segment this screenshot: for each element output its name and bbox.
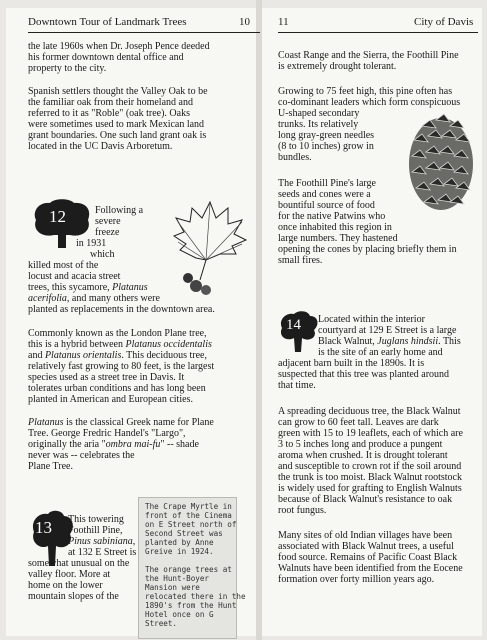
text-line: can grow to 60 feet tall. Leaves are dark (278, 417, 439, 428)
text-line: because of Black Walnut's resistance to oak (278, 494, 453, 505)
right-header-rule (278, 32, 478, 33)
text-line: bundles. (278, 152, 312, 163)
entry-number-12: 12 (49, 207, 66, 226)
text-line: killed most of the (28, 260, 99, 271)
text-line: originally the aria "ombra mai-fu" -- shade (28, 439, 199, 450)
text-line: is the site of an early home and (318, 347, 443, 358)
text-line: co-dominant leaders which form conspicuous (278, 97, 461, 108)
text-line: severe (95, 216, 121, 227)
text-line: property to the city. (28, 63, 107, 74)
left-header-title: Downtown Tour of Landmark Trees (28, 16, 187, 28)
text-line: in 1931 (76, 238, 107, 249)
text-line: acerifolia, and many others were (28, 293, 160, 304)
sidebar-line: Greive in 1924. (145, 547, 214, 556)
text-line: U-shaped secondary (278, 108, 360, 119)
text-line: this is a hybrid between Platanus occidentalis (28, 339, 212, 350)
text-line: Black Walnut, Juglans hindsii. This (318, 336, 461, 347)
text-line: Platanus is the classical Greek name for Plane (28, 417, 214, 428)
text-line: planted as replacements in the downtown area. (28, 304, 215, 315)
text-line: Spanish settlers thought the Valley Oak to be (28, 86, 208, 97)
text-line: planted in American and European cities. (28, 394, 193, 405)
text-line: and susceptible to crown rot if the soil around (278, 461, 462, 472)
text-line: aroma when crushed. It is drought tolerant (278, 450, 448, 461)
text-line: Pinus sabiniana, (68, 536, 136, 547)
right-page (262, 8, 482, 636)
text-line: relatively fast growing to 80 feet, is the largest (28, 361, 215, 372)
text-line: the familiar oak from their homeland and (28, 97, 193, 108)
sidebar-line: Hotel once on G (145, 610, 214, 619)
text-line: green with 15 to 19 leaflets, each of which are (278, 428, 463, 439)
text-line: small fires. (278, 255, 323, 266)
entry-number-14: 14 (286, 317, 301, 333)
text-line: the trunk is too moist. Black Walnut rootstock (278, 472, 462, 483)
text-line: adjacent barn built in the 1890s. It is (278, 358, 425, 369)
text-line: locust and acacia street (28, 271, 121, 282)
pine-cone-icon (402, 108, 480, 223)
text-line: his former downtown dental office and (28, 52, 184, 63)
text-line: (8 to 10 inches) grow in (278, 141, 374, 152)
text-line: Foothill Pine, (68, 525, 123, 536)
left-page (6, 8, 256, 636)
text-line: at 132 E Street is (68, 547, 137, 558)
text-line: referred to it as "Roble" (oak tree). Oaks (28, 108, 190, 119)
left-header-rule (28, 32, 260, 33)
text-line: which (90, 249, 115, 260)
sidebar-box (138, 497, 246, 639)
text-line: courtyard at 129 E Street is a large (318, 325, 457, 336)
sidebar-line: relocated there in the (145, 592, 246, 601)
text-line: mountain slopes of the (28, 591, 119, 602)
text-line: The Foothill Pine's large (278, 178, 376, 189)
sidebar-line: on E Street north of (145, 520, 237, 529)
text-line: and Platanus orientalis. This deciduous tree, (28, 350, 207, 361)
text-line: home on the lower (28, 580, 103, 591)
text-line: large numbers. They hastened (278, 233, 398, 244)
sidebar-line: the Hunt-Boyer (145, 574, 210, 583)
text-line: that time. (278, 380, 316, 391)
text-line: somewhat unusual on the (28, 558, 130, 569)
sidebar-line: Street. (145, 619, 178, 628)
sidebar-line: front of the Cinema (145, 511, 232, 520)
text-line: Following a (95, 205, 144, 216)
text-line: species used as a street tree in Davis. It (28, 372, 185, 383)
text-line: food source. Remains of Pacific Coast Black (278, 552, 458, 563)
text-line: Growing to 75 feet high, this pine often has (278, 86, 453, 97)
text-line: long gray-green needles (278, 130, 375, 141)
text-line: This towering (68, 514, 124, 525)
text-line: once inhabited this region in (278, 222, 392, 233)
text-line: for the native Patwins who (278, 211, 386, 222)
text-line: trees, this sycamore, Platanus (28, 282, 148, 293)
text-line: Located within the interior (318, 314, 425, 325)
right-header-title: City of Davis (414, 16, 474, 28)
text-line: never was -- celebrates the (28, 450, 135, 461)
text-line: A spreading deciduous tree, the Black Walnut (278, 406, 461, 417)
text-line: Coast Range and the Sierra, the Foothill Pine (278, 50, 459, 61)
left-page-number: 10 (239, 16, 250, 28)
text-line: grant boundaries. One such land grant oak is (28, 130, 207, 141)
entry-number-13: 13 (35, 518, 52, 537)
text-line: tolerates urban conditions and has long been (28, 383, 206, 394)
text-line: suspected that this tree was planted around (278, 369, 450, 380)
text-line: is widely used for grafting to English Walnuts (278, 483, 462, 494)
text-line: the late 1960s when Dr. Joseph Pence deeded (28, 41, 210, 52)
text-line: were sometimes used to mark Mexican land (28, 119, 205, 130)
sidebar-line: 1890's from the Hunt (145, 601, 237, 610)
text-line: freeze (95, 227, 120, 238)
text-line: bountiful source of food (278, 200, 375, 211)
sidebar-line: Second Street was (145, 529, 223, 538)
sidebar-line: Mansion were (145, 583, 200, 592)
text-line: Commonly known as the London Plane tree, (28, 328, 207, 339)
text-line: associated with Black Walnut trees, a useful (278, 541, 454, 552)
text-line: is extremely drought tolerant. (278, 61, 397, 72)
right-page-number: 11 (278, 16, 289, 28)
sycamore-leaf-icon (166, 198, 248, 303)
text-line: valley floor. More at (28, 569, 111, 580)
sidebar-line: planted by Anne (145, 538, 214, 547)
text-line: seeds and cones were a (278, 189, 371, 200)
text-line: opening the cones by placing briefly them in (278, 244, 457, 255)
text-line: formation over forty million years ago. (278, 574, 435, 585)
text-line: 3 to 5 inches long and produce a pungent (278, 439, 443, 450)
sidebar-line: The Crape Myrtle in (145, 502, 232, 511)
text-line: trunks. Its relatively (278, 119, 359, 130)
text-line: Walnuts have been identified from the Eocene (278, 563, 463, 574)
text-line: Many sites of old Indian villages have been (278, 530, 453, 541)
sidebar-line: The orange trees at (145, 565, 232, 574)
text-line: Tree. George Fredric Handel's "Largo", (28, 428, 186, 439)
text-line: Plane Tree. (28, 461, 73, 472)
text-line: root fungus. (278, 505, 327, 516)
text-line: located in the UC Davis Arboretum. (28, 141, 173, 152)
